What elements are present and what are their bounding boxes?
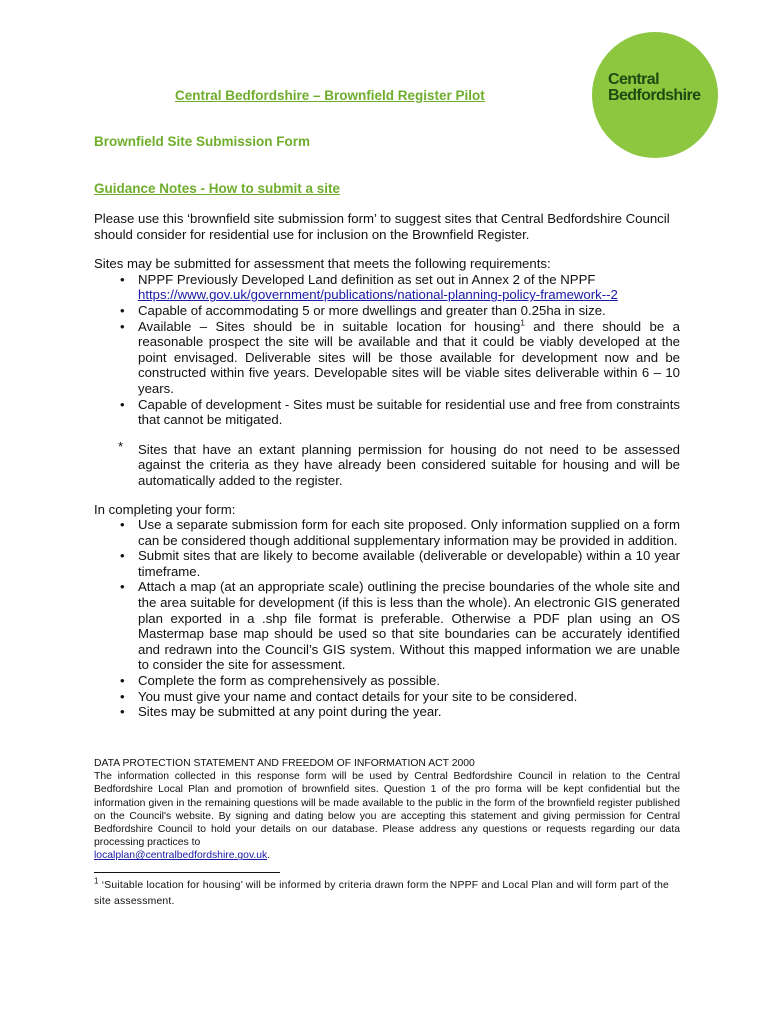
data-protection-heading: DATA PROTECTION STATEMENT AND FREEDOM OF INFORMATION ACT 2000 [94,758,475,769]
asterisk-note-text: Sites that have an extant planning permission for housing do not need to be assessed against the criteria as they have already been considered suitable for housing and will be automatically added to the register. [138,441,680,488]
footnote-ref: 1 [520,318,525,328]
data-protection-body [94,770,680,862]
completing-list [94,517,680,720]
list-item [94,673,680,689]
bullet-icon: • [120,704,125,720]
email-link[interactable]: localplan@centralbedfordshire.gov.uk [94,850,268,862]
data-protection-end: . [267,850,271,862]
requirement-text: NPPF Previously Developed Land definition as set out in Annex 2 of the NPPF [138,271,596,287]
bullet-icon: • [120,673,125,689]
asterisk-note [94,438,680,489]
requirement-text: Available – Sites should be in suitable location for housing [138,318,521,334]
bullet-icon: • [120,548,125,564]
page-title: Central Bedfordshire – Brownfield Register Pilot [175,88,485,103]
completing-text: You must give your name and contact details for your site to be considered. [138,688,578,704]
bullet-icon: • [120,688,125,704]
guidance-content [94,211,680,720]
logo-line-1: Central [608,71,659,88]
list-item [94,319,680,397]
list-item [94,517,680,548]
completing-text: Complete the form as comprehensively as possible. [138,673,440,689]
form-subtitle: Brownfield Site Submission Form [94,134,311,149]
guidance-heading: Guidance Notes - How to submit a site [94,181,341,196]
requirement-text: Capable of accommodating 5 or more dwellings and greater than 0.25ha in size. [138,302,606,318]
completing-text: Attach a map (at an appropriate scale) outlining the precise boundaries of the whole site and the area suitable for development (if this is less than the whole). An electronic GIS generated plan exported in a .shp file format is preferable. Otherwise a PDF plan using an OS Mastermap base map should be used so that site boundaries can be accurately identified and redrawn into the Council’s GIS system. Without this mapped information we are unable to consider the site for assessment. [138,579,680,673]
logo-line-2: Bedfordshire [608,87,701,104]
requirements-list [94,272,680,428]
asterisk-icon: * [118,438,124,454]
footnote [94,878,684,910]
bullet-icon: • [120,318,125,334]
intro-paragraph: Please use this ‘brownfield site submission form’ to suggest sites that Central Bedfordshire Council should consider for residential use for inclusion on the Brownfield Register. [94,211,670,242]
footnote-text: ‘Suitable location for housing’ will be informed by criteria drawn form the NPPF and Local Plan and will form part of the site assessment. [94,880,670,907]
bullet-icon: • [120,579,125,595]
requirement-text-cont: and there should be a reasonable prospect the site will be available and that it could be viably developed at the point envisaged. Deliverable sites will be those available for development now and be constructed within five years. Developable sites will be viable sites deliverable within 6 – 10 years. [138,318,680,396]
data-protection-statement [94,757,680,863]
list-item [94,303,680,319]
completing-text: Use a separate submission form for each site proposed. Only information supplied on a form can be considered though additional supplementary information may be provided in addition. [138,517,680,548]
completing-text: Submit sites that are likely to become available (deliverable or developable) within a 10 year timeframe. [138,548,680,579]
completing-text: Sites may be submitted at any point during the year. [138,704,442,720]
list-item [94,548,680,579]
bullet-icon: • [120,271,125,287]
list-item [94,397,680,428]
bullet-icon: • [120,302,125,318]
completing-intro: In completing your form: [94,501,236,517]
list-item [94,689,680,705]
list-item [94,272,680,303]
data-protection-text: The information collected in this response form will be used by Central Bedfordshire Council in relation to the Central Bedfordshire Local Plan and promotion of brownfield sites. Question 1 of the pro forma will be kept confidential but the information given in the remaining questions will be made available to the public in the form of the brownfield register published on the Council's website. By signing and dating below you are accepting this statement and giving permission for Central Bedfordshire Council to hold your details on our database. Please address any questions or requests regarding our data processing practices to [94,771,680,849]
bullet-icon: • [120,396,125,412]
requirement-text: Capable of development - Sites must be suitable for residential use and free from constraints that cannot be mitigated. [138,396,680,428]
list-item [94,579,680,673]
logo-text [608,72,700,104]
footnote-marker: 1 [94,876,99,886]
footnote-divider [94,872,280,873]
list-item [94,704,680,720]
requirements-intro: Sites may be submitted for assessment that meets the following requirements: [94,256,551,272]
central-bedfordshire-logo [592,32,718,158]
bullet-icon: • [120,517,125,533]
nppf-link[interactable]: https://www.gov.uk/government/publications/national-planning-policy-framework--2 [138,287,618,303]
